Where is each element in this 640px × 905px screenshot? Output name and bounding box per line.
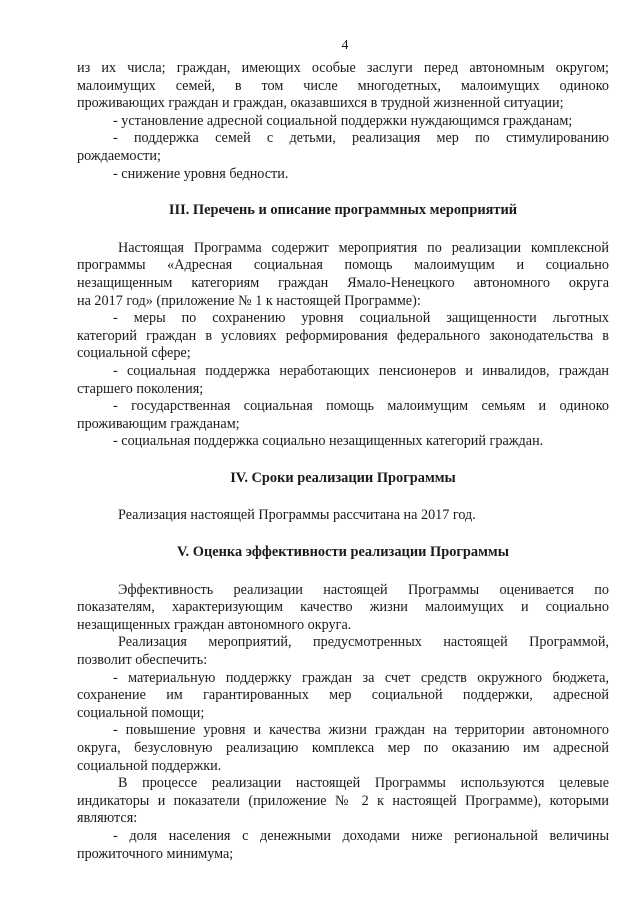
text-line: малоимущих семей, в том числе многодетных, малоимущих одиноко	[77, 77, 609, 94]
text-line: - социальная поддержка социально незащищенных категорий граждан.	[113, 433, 544, 450]
page-number: 4	[341, 38, 349, 53]
text-line: округа, безусловную реализацию комплекса мер по оказанию им адресной	[77, 740, 609, 756]
text-line: - снижение уровня бедности.	[113, 165, 289, 182]
text-line: программы «Адресная социальная помощь малоимущим и социально	[77, 257, 609, 274]
text-line: позволит обеспечить:	[77, 652, 208, 669]
text-line: - материальную поддержку граждан за счет средств окружного бюджета,	[113, 669, 609, 686]
section-heading-3: III. Перечень и описание программных мероприятий	[168, 202, 518, 219]
text-line: социальной помощи;	[77, 704, 205, 721]
text-line: Реализация настоящей Программы рассчитана на 2017 год.	[118, 507, 476, 524]
text-line: рождаемости;	[77, 147, 161, 164]
text-line: - государственная социальная помощь малоимущим семьям и одиноко	[113, 398, 609, 415]
section-heading-4: IV. Сроки реализации Программы	[230, 469, 456, 486]
text-line: проживающих граждан и граждан, оказавшихся в трудной жизненной ситуации;	[77, 95, 564, 112]
text-line: социальной сфере;	[77, 345, 191, 362]
text-line: - повышение уровня и качества жизни граждан на территории автономного	[113, 722, 609, 739]
text-line: Эффективность реализации настоящей Программы оценивается по	[118, 581, 609, 598]
text-line: Настоящая Программа содержит мероприятия по реализации комплексной	[118, 239, 609, 256]
text-line: сохранение им гарантированных мер социальной поддержки, адресной	[77, 687, 609, 704]
text-line: незащищенным категориям граждан Ямало-Ненецкого автономного округа	[77, 274, 609, 291]
text-line: незащищенных граждан автономного округа.	[77, 616, 352, 633]
text-line: из их числа; граждан, имеющих особые заслуги перед автономным округом;	[77, 60, 609, 76]
text-line: - поддержка семей с детьми, реализация мер по стимулированию	[113, 130, 609, 147]
section-heading-5: V. Оценка эффективности реализации Программы	[177, 544, 509, 561]
text-line: социальной поддержки.	[77, 757, 222, 774]
text-line: являются:	[77, 810, 138, 827]
text-line: В процессе реализации настоящей Программы используются целевые	[118, 775, 609, 792]
text-line: категорий граждан в условиях реформирования федерального законодательства в	[77, 327, 609, 344]
text-line: - меры по сохранению уровня социальной защищенности льготных	[113, 310, 609, 327]
text-line: индикаторы и показатели (приложение № 2 к настоящей Программе), которыми	[77, 792, 609, 809]
text-line: Реализация мероприятий, предусмотренных настоящей Программой,	[118, 634, 609, 651]
text-line: - установление адресной социальной поддержки нуждающимся гражданам;	[113, 112, 573, 129]
text-line: прожиточного минимума;	[77, 845, 234, 862]
text-line: на 2017 год» (приложение № 1 к настоящей Программе):	[77, 292, 421, 309]
text-line: - доля населения с денежными доходами ниже региональной величины	[113, 827, 609, 844]
text-line: старшего поколения;	[77, 380, 204, 397]
text-line: проживающим гражданам;	[77, 415, 240, 432]
text-line: показателям, характеризующим качество жизни малоимущих и социально	[77, 599, 609, 616]
text-line: - социальная поддержка неработающих пенсионеров и инвалидов, граждан	[113, 362, 609, 379]
page-body	[77, 60, 609, 863]
